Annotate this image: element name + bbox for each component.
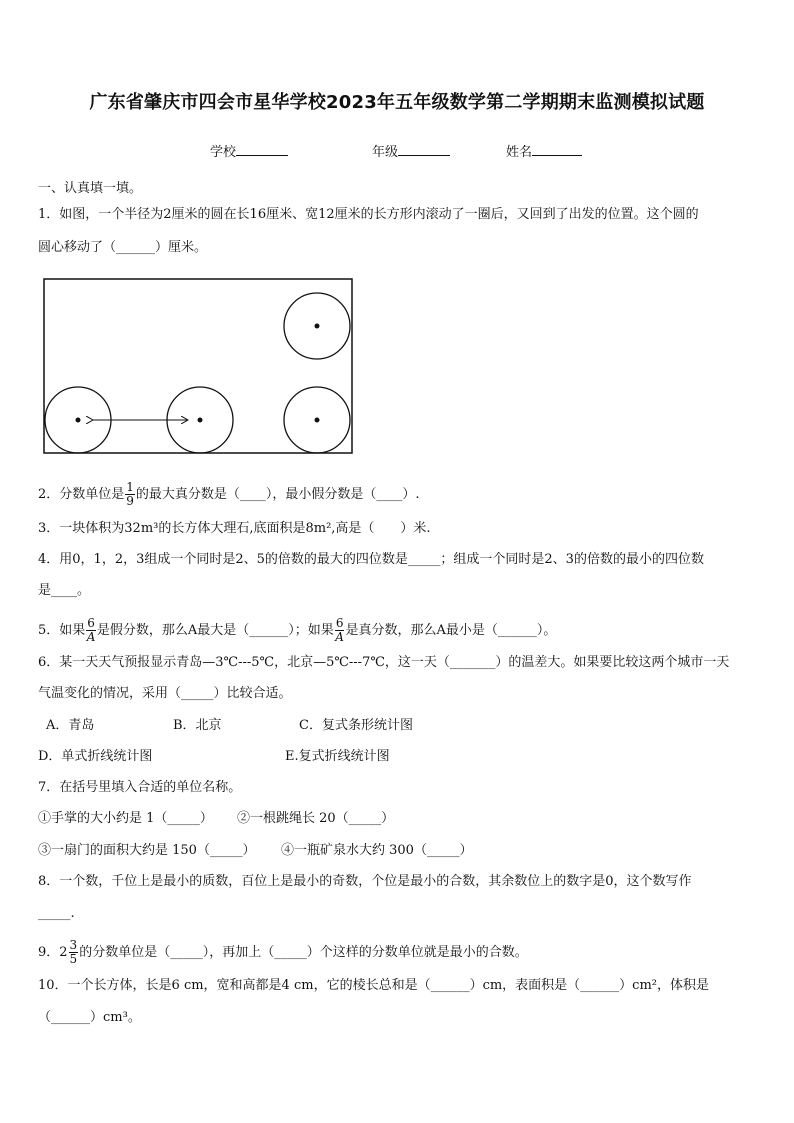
frac-den: 5 [69,952,78,966]
q6-option-b[interactable]: B．北京 [173,718,222,733]
fraction-6-A [335,617,345,644]
q8-line2: _____. [38,906,75,921]
q4-line2: 是____。 [38,583,91,598]
q5 [38,617,556,644]
q6-option-e[interactable]: E.复式折线统计图 [285,749,390,764]
q6-option-d[interactable]: D．单式折线统计图 [38,749,153,764]
fraction-6-A [86,617,96,644]
q1-line2: 圆心移动了（______）厘米。 [38,240,208,255]
grade-label: 年级 [372,145,399,160]
q9-post: 的分数单位是（_____），再加上（_____）个这样的分数单位就是最小的合数。 [79,945,528,960]
q10-line1: 10．一个长方体，长是6 cm，宽和高都是4 cm，它的棱长总和是（______）cm，表面积是（______）cm²，体积是 [38,978,709,993]
q2-pre: 2．分数单位是 [38,487,125,502]
q5-pre: 5．如果 [38,623,86,638]
q6-option-c[interactable]: C．复式条形统计图 [299,718,413,733]
frac-num: 6 [87,616,95,630]
frac-den: A [86,630,96,644]
frac-den: 9 [126,494,134,508]
q7-item-3: ③一扇门的面积大约是 150（_____） [38,843,256,858]
page-title: 广东省肇庆市四会市星华学校2023年五年级数学第二学期期末监测模拟试题 [89,92,705,113]
frac-num: 6 [335,616,344,630]
q7-stem: 7．在括号里填入合适的单位名称。 [38,780,242,795]
name-label: 姓名 [506,145,533,160]
q9-pre: 9．2 [38,945,68,960]
q2-post: 的最大真分数是（____），最小假分数是（____）. [135,487,420,502]
fraction-3-5 [69,939,79,966]
circle-center-dot [315,324,320,329]
q10-line2: （______）cm³。 [38,1010,141,1025]
frac-num: 1 [126,480,134,494]
circle-center-dot [198,418,203,423]
q5-post: 是真分数，那么A最小是（______）。 [345,623,557,638]
circle-center-dot [76,418,81,423]
section-heading: 一、认真填一填。 [38,181,143,196]
q2 [38,481,420,508]
q9 [38,939,528,966]
q4-line1: 4．用0，1，2，3组成一个同时是2、5的倍数的最大的四位数是_____；组成一个同时是2、3的倍数的最小的四位数 [38,552,704,567]
fraction-1-9 [125,481,135,508]
q7-item-1: ①手掌的大小约是 1（_____） [38,811,213,826]
q7-item-4: ④一瓶矿泉水大约 300（_____） [281,843,473,858]
q7-item-2: ②一根跳绳长 20（_____） [237,811,395,826]
q6-line1: 6．某一天天气预报显示青岛—3℃---5℃，北京—5℃---7℃，这一天（_______）的温差大。如果要比较这两个城市一天 [38,655,730,670]
circle-center-dot [315,418,320,423]
q1-line1: 1．如图，一个半径为2厘米的圆在长16厘米、宽12厘米的长方形内滚动了一圈后，又回到了出发的位置。这个圆的 [38,207,699,222]
q6-line2: 气温变化的情况，采用（_____）比较合适。 [38,686,292,701]
frac-den: A [335,630,344,644]
q6-option-a[interactable]: A．青岛 [46,718,95,733]
school-label: 学校 [210,145,237,160]
q3: 3．一块体积为32m³的长方体大理石,底面积是8m²,高是（ ）米. [38,521,431,536]
q5-mid: 是假分数，那么A最大是（______）；如果 [96,623,334,638]
q8-line1: 8．一个数，千位上是最小的质数，百位上是最小的奇数，个位是最小的合数，其余数位上的数字是0，这个数写作 [38,874,692,889]
figure-rectangle [44,279,352,453]
frac-num: 3 [69,938,78,952]
